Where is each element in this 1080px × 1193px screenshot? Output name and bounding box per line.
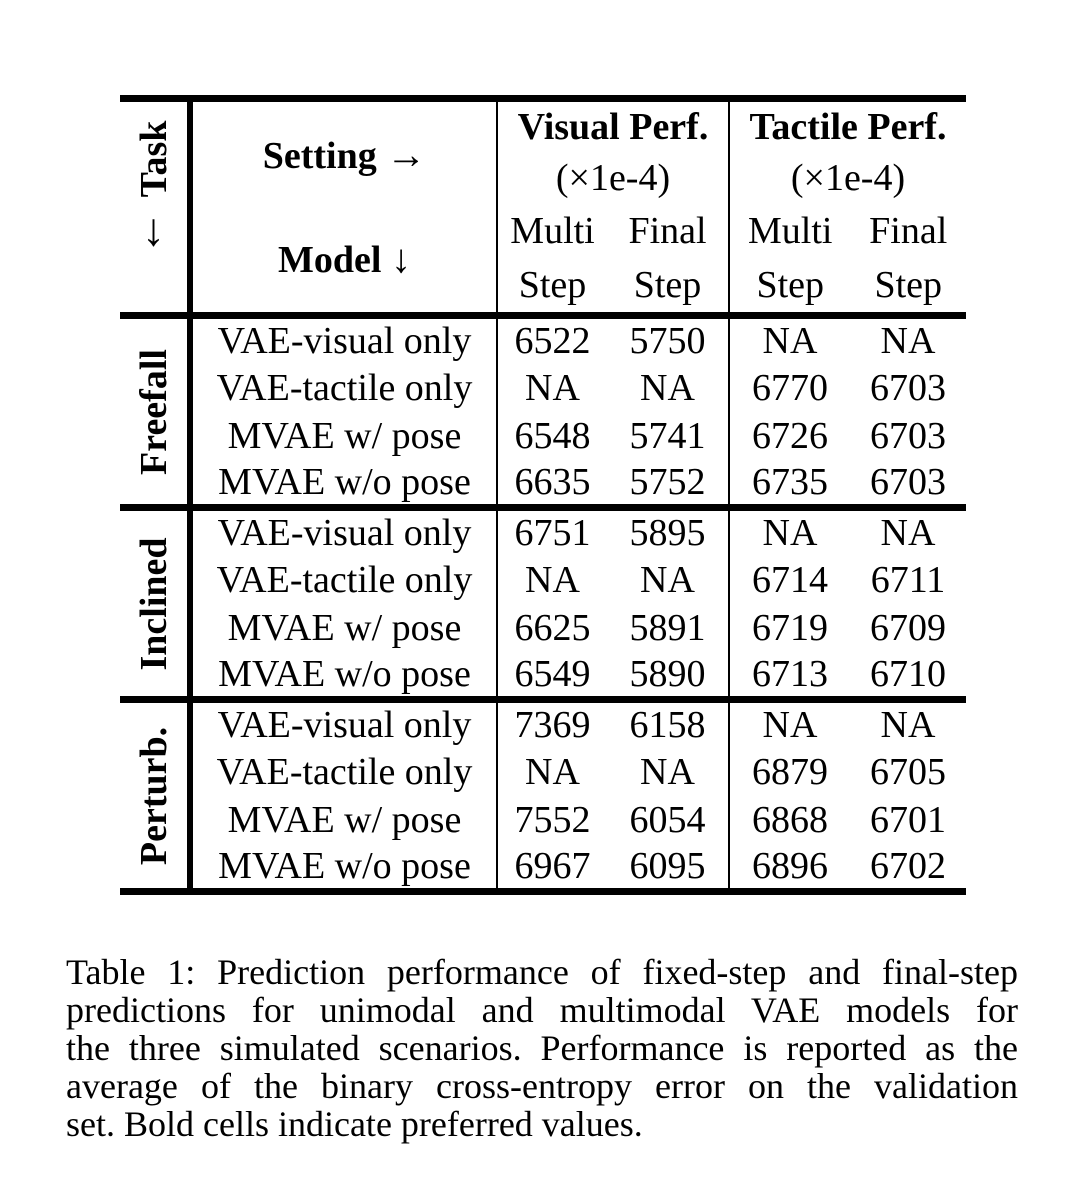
value-cell: 6522 xyxy=(514,320,591,363)
model-name-cell: MVAE w/ pose xyxy=(190,412,497,460)
value-cell: NA xyxy=(607,748,729,796)
value-cell: 6095 xyxy=(607,844,729,892)
model-name-cell: VAE-tactile only xyxy=(190,364,497,412)
caption-line: set. Bold cells indicate preferred values. xyxy=(66,1104,643,1144)
header-tactile-group xyxy=(729,99,966,316)
model-header: Model ↓ xyxy=(278,236,411,281)
value-cell: 7552 xyxy=(514,798,591,841)
model-name-cell: VAE-tactile only xyxy=(190,556,497,604)
visual-perf-title: Visual Perf. xyxy=(517,106,709,148)
value-cell: NA xyxy=(607,364,729,412)
value-cell: 6726 xyxy=(752,414,828,457)
value-cell: 6549 xyxy=(514,652,591,695)
table-row xyxy=(120,748,966,796)
value-cell: 5741 xyxy=(607,412,729,460)
value-cell: 6896 xyxy=(752,844,828,887)
value-cell: 6710 xyxy=(870,652,946,695)
setting-header: Setting → xyxy=(262,132,427,177)
task-group-label xyxy=(120,508,190,700)
model-name-cell: MVAE w/o pose xyxy=(190,460,497,508)
value-cell: 6751 xyxy=(497,508,607,556)
task-group-text: Perturb. xyxy=(132,726,175,865)
value-cell: 6770 xyxy=(752,366,828,409)
table-row xyxy=(120,604,966,652)
value-cell: NA xyxy=(729,700,850,748)
visual-final-step-label: Step xyxy=(633,264,702,306)
value-cell: 5752 xyxy=(607,460,729,508)
header-visual-group xyxy=(497,99,729,316)
caption-line: predictions for unimodal and multimodal VAE models for xyxy=(66,990,1018,1030)
table-header-row xyxy=(120,99,966,316)
model-name-cell: VAE-tactile only xyxy=(190,748,497,796)
task-group-text: Inclined xyxy=(132,536,175,671)
table-row xyxy=(120,460,966,508)
tactile-perf-title: Tactile Perf. xyxy=(749,106,947,148)
value-cell: 6709 xyxy=(870,606,946,649)
value-cell: 6701 xyxy=(870,798,946,841)
value-cell: 5890 xyxy=(607,652,729,700)
value-cell: 6703 xyxy=(870,460,946,503)
value-cell: 6711 xyxy=(870,558,946,601)
value-cell: 6713 xyxy=(752,652,828,695)
arrow-down-icon: ↓ xyxy=(390,236,411,281)
value-cell: 6158 xyxy=(607,700,729,748)
value-cell: 6703 xyxy=(870,366,946,409)
results-table xyxy=(120,95,966,895)
value-cell: NA xyxy=(850,700,966,748)
value-cell: 5891 xyxy=(607,604,729,652)
value-cell: NA xyxy=(607,556,729,604)
caption-line: average of the binary cross-entropy error on the validation xyxy=(66,1066,1018,1106)
value-cell: NA xyxy=(850,508,966,556)
value-cell: 5750 xyxy=(607,316,729,364)
model-name-cell: MVAE w/o pose xyxy=(190,652,497,700)
value-cell: 6054 xyxy=(607,796,729,844)
tactile-multi-label: Multi xyxy=(748,210,833,252)
model-name-cell: MVAE w/o pose xyxy=(190,844,497,892)
table-row xyxy=(120,412,966,460)
task-axis-label: Task xyxy=(132,120,175,198)
value-cell: NA xyxy=(525,558,580,601)
value-cell: NA xyxy=(525,750,580,793)
value-cell: 7369 xyxy=(497,700,607,748)
visual-multi-label: Multi xyxy=(510,210,595,252)
value-cell: 6703 xyxy=(870,414,946,457)
visual-final-label: Final xyxy=(628,210,707,252)
tactile-multi-step-label: Step xyxy=(756,264,825,306)
value-cell: 6625 xyxy=(514,606,591,649)
model-name-cell: MVAE w/ pose xyxy=(190,604,497,652)
task-group-text: Freefall xyxy=(132,348,175,475)
value-cell: 6705 xyxy=(870,750,946,793)
value-cell: 6735 xyxy=(752,460,828,503)
table-row xyxy=(120,700,966,748)
value-cell: 6548 xyxy=(514,414,591,457)
value-cell: 6868 xyxy=(752,798,828,841)
value-cell: 6714 xyxy=(752,558,828,601)
value-cell: 6635 xyxy=(514,460,591,503)
table-row xyxy=(120,652,966,700)
tactile-final-step-label: Step xyxy=(874,264,943,306)
value-cell: 5895 xyxy=(607,508,729,556)
value-cell: 6879 xyxy=(752,750,828,793)
value-cell: NA xyxy=(729,508,850,556)
results-table-body xyxy=(120,316,966,892)
value-cell: NA xyxy=(525,366,580,409)
value-cell: 6719 xyxy=(752,606,828,649)
visual-perf-scale: (×1e-4) xyxy=(555,157,671,199)
task-group-label xyxy=(120,700,190,892)
table-row xyxy=(120,364,966,412)
header-setting-model-cell xyxy=(190,99,497,316)
table-row xyxy=(120,316,966,364)
model-name-cell: VAE-visual only xyxy=(190,508,497,556)
table-row xyxy=(120,844,966,892)
value-cell: NA xyxy=(880,320,936,363)
model-name-cell: MVAE w/ pose xyxy=(190,796,497,844)
caption-line: the three simulated scenarios. Performance is reported as the xyxy=(66,1028,1018,1068)
arrow-right-icon: → xyxy=(386,132,427,177)
table-row xyxy=(120,556,966,604)
table-row xyxy=(120,796,966,844)
model-name-cell: VAE-visual only xyxy=(190,316,497,364)
tactile-perf-scale: (×1e-4) xyxy=(790,157,906,199)
value-cell: NA xyxy=(762,320,818,363)
header-task-cell xyxy=(120,99,190,316)
value-cell: 6967 xyxy=(514,844,591,887)
table-row xyxy=(120,508,966,556)
table-caption xyxy=(66,953,1018,1143)
model-name-cell: VAE-visual only xyxy=(190,700,497,748)
task-group-label xyxy=(120,316,190,508)
tactile-final-label: Final xyxy=(869,210,948,252)
caption-line: Table 1: Prediction performance of fixed-step and final-step xyxy=(66,952,1018,992)
visual-multi-step-label: Step xyxy=(518,264,587,306)
value-cell: 6702 xyxy=(870,844,946,887)
arrow-down-icon: ↓ xyxy=(142,204,165,255)
